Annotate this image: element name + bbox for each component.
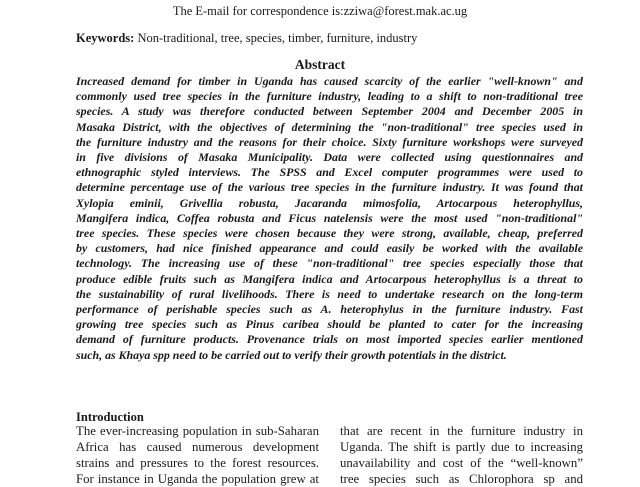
keywords-label: Keywords: <box>76 31 135 45</box>
body-line: For instance in Uganda the population grew at <box>76 472 319 486</box>
abstract-line: technology. The increasing use of these "non-traditional" tree species especially those that <box>76 256 583 271</box>
abstract-line: performance of perishable species such as A. heterophylus in the furniture industry. Fast <box>76 302 583 317</box>
introduction-left-column <box>76 423 319 487</box>
body-line: Uganda. The shift is partly due to increasing <box>340 440 583 454</box>
body-line: Africa has caused numerous development <box>76 440 319 454</box>
abstract-line: determine percentage use of the various tree species in the furniture industry. It was found that <box>76 180 583 195</box>
abstract-line: in five divisions of Masaka Municipality. Data were collected using questionnaires and <box>76 150 583 165</box>
abstract-line: produce edible fruits such as Mangifera indica and Artocarpous heterophyllus is a threat to <box>76 271 583 286</box>
abstract-line-last: such, as Khaya spp need to be carried out to verify their growth potentials in the district. <box>76 347 507 362</box>
abstract-line: the sustainability of rural livelihoods. There is need to undertake research on the long-term <box>76 286 583 301</box>
body-line: The ever-increasing population in sub-Saharan <box>76 424 319 438</box>
abstract-line: species. A study was therefore conducted between September 2004 and December 2005 in <box>76 104 583 119</box>
body-line: unavailability and cost of the “well-known” <box>340 456 583 470</box>
abstract-line: by customers, had nice finished appearance and could easily be worked with the available <box>76 241 583 256</box>
abstract-line: tree species. These species were chosen because they were strong, available, cheap, preferred <box>76 226 583 241</box>
abstract-line: demand of furniture products. Provenance trials on most imported species earlier mentioned <box>76 332 583 347</box>
abstract-line: Xylopia eminii, Grivellia robusta, Jacaranda mimosfolia, Artocarpous heterophyllus, <box>76 195 583 210</box>
body-line: tree species such as Chlorophora sp and <box>340 472 583 486</box>
abstract-line: the furniture industry and the reasons for their choice. Sixty furniture workshops were surveyed <box>76 134 583 149</box>
abstract-body <box>76 74 583 363</box>
correspondence-email-line: The E-mail for correspondence is:zziwa@forest.mak.ac.ug <box>172 4 468 18</box>
keywords-line <box>76 30 417 46</box>
introduction-right-column <box>340 423 583 487</box>
abstract-line: Mangifera indica, Coffea robusta and Ficus natelensis were the most used "non-traditional" <box>76 210 583 225</box>
abstract-line: ethnographic styled interviews. The SPSS and Excel computer programmes were used to <box>76 165 583 180</box>
abstract-line: growing tree species such as Pinus caribea should be planted to cater for the increasing <box>76 317 583 332</box>
body-line: strains and pressures to the forest resources. <box>76 456 319 470</box>
abstract-line: Masaka District, with the objectives of determining the "non-traditional" tree species used in <box>76 119 583 134</box>
body-line: that are recent in the furniture industry in <box>340 424 583 438</box>
abstract-line: Increased demand for timber in Uganda has caused scarcity of the earlier "well-known" and <box>76 74 583 88</box>
abstract-line: commonly used tree species in the furniture industry, leading to a shift to non-traditional tree <box>76 89 583 104</box>
keywords-text: Non-traditional, tree, species, timber, furniture, industry <box>137 31 418 45</box>
introduction-heading: Introduction <box>76 410 144 424</box>
abstract-title: Abstract <box>294 57 346 72</box>
